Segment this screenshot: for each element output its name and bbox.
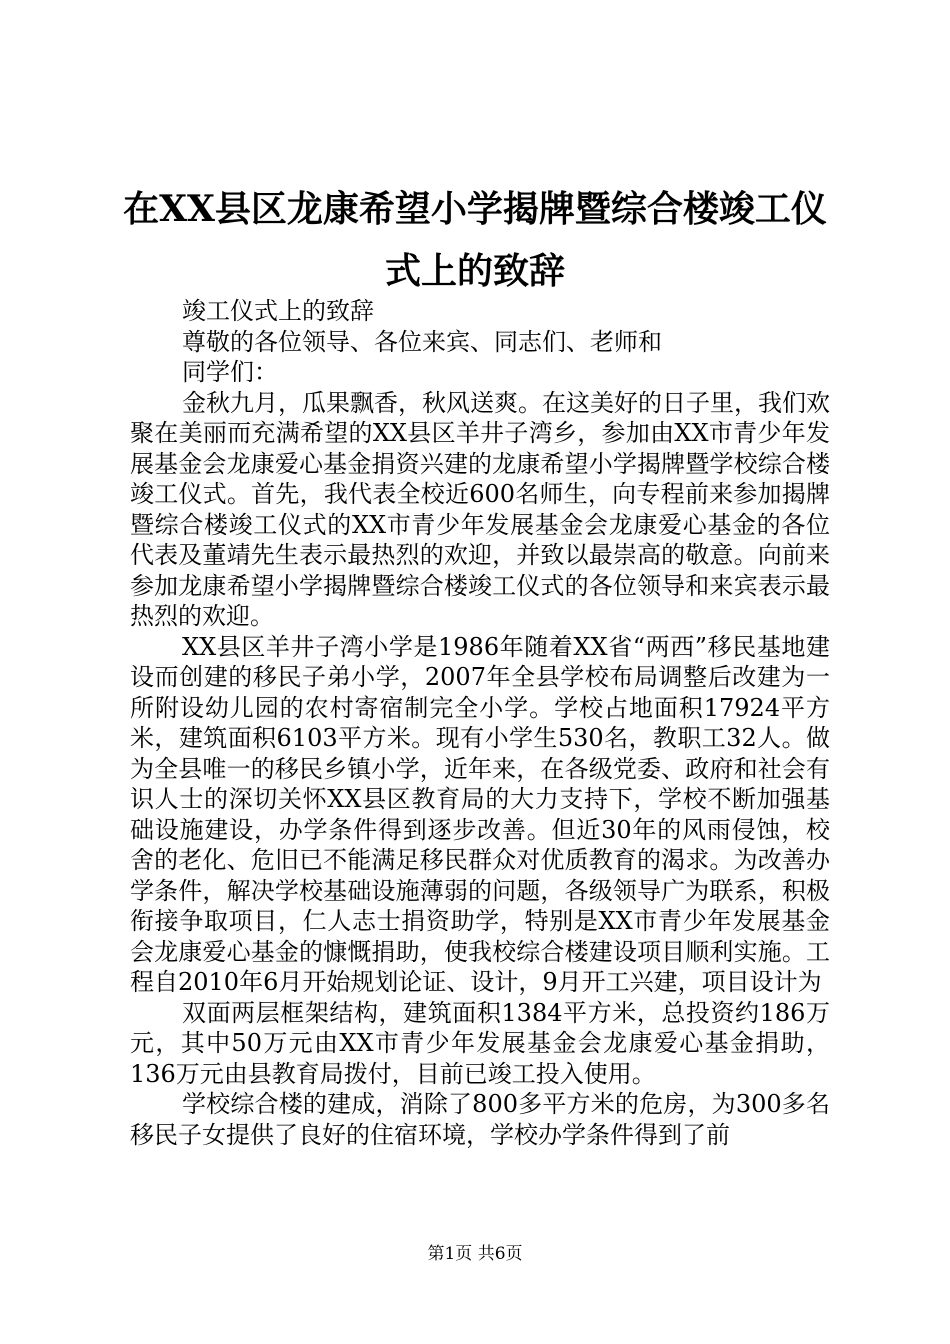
paragraph-building-result: 学校综合楼的建成，消除了800多平方米的危房，为300多名移民子女提供了良好的住宿环境，学校办学条件得到了前: [130, 1090, 830, 1149]
paragraph-school-history: XX县区羊井子湾小学是1986年随着XX省“两西”移民基地建设而创建的移民子弟小学，2007年全县学校布局调整后改建为一所附设幼儿园的农村寄宿制完全小学。学校占地面积17924平方米，建筑面积6103平方米。现有小学生530名，教职工32人。做为全县唯一的移民乡镇小学，近年来，在各级党委、政府和社会有识人士的深切关怀XX县区教育局的大力支持下，学校不断加强基础设施建设，办学条件得到逐步改善。但近30年的风雨侵蚀，校舍的老化、危旧已不能满足移民群众对优质教育的渴求。为改善办学条件，解决学校基础设施薄弱的问题，各级领导广为联系，积极衔接争取项目，仁人志士捐资助学，特别是XX市青少年发展基金会龙康爱心基金的慷慨捐助，使我校综合楼建设项目顺利实施。工程自2010年6月开始规划论证、设计，9月开工兴建，项目设计为: [130, 632, 830, 996]
page-number-footer: 第1页 共6页: [427, 1244, 523, 1264]
paragraph-building-design: 双面两层框架结构，建筑面积1384平方米，总投资约186万元，其中50万元由XX市青少年发展基金会龙康爱心基金捐助，136万元由县教育局拨付，目前已竣工投入使用。: [130, 998, 830, 1088]
paragraph-salutation-end: 同学们：: [182, 358, 278, 386]
document-body: [130, 296, 830, 1150]
document-title: 在XX县区龙康希望小学揭牌暨综合楼竣工仪式上的致辞: [123, 188, 827, 292]
paragraph-welcome: 金秋九月，瓜果飘香，秋风送爽。在这美好的日子里，我们欢聚在美丽而充满希望的XX县区羊井子湾乡，参加由XX市青少年发展基金会龙康爱心基金捐资兴建的龙康希望小学揭牌暨学校综合楼竣工仪式。首先，我代表全校近600名师生，向专程前来参加揭牌暨综合楼竣工仪式的XX市青少年发展基金会龙康爱心基金的各位代表及董靖先生表示最热烈的欢迎，并致以最崇高的敬意。向前来参加龙康希望小学揭牌暨综合楼竣工仪式的各位领导和来宾表示最热烈的欢迎。: [130, 388, 830, 630]
paragraph-subtitle: 竣工仪式上的致辞: [182, 297, 374, 325]
paragraph-salutation: 尊敬的各位领导、各位来宾、同志们、老师和: [182, 327, 662, 356]
